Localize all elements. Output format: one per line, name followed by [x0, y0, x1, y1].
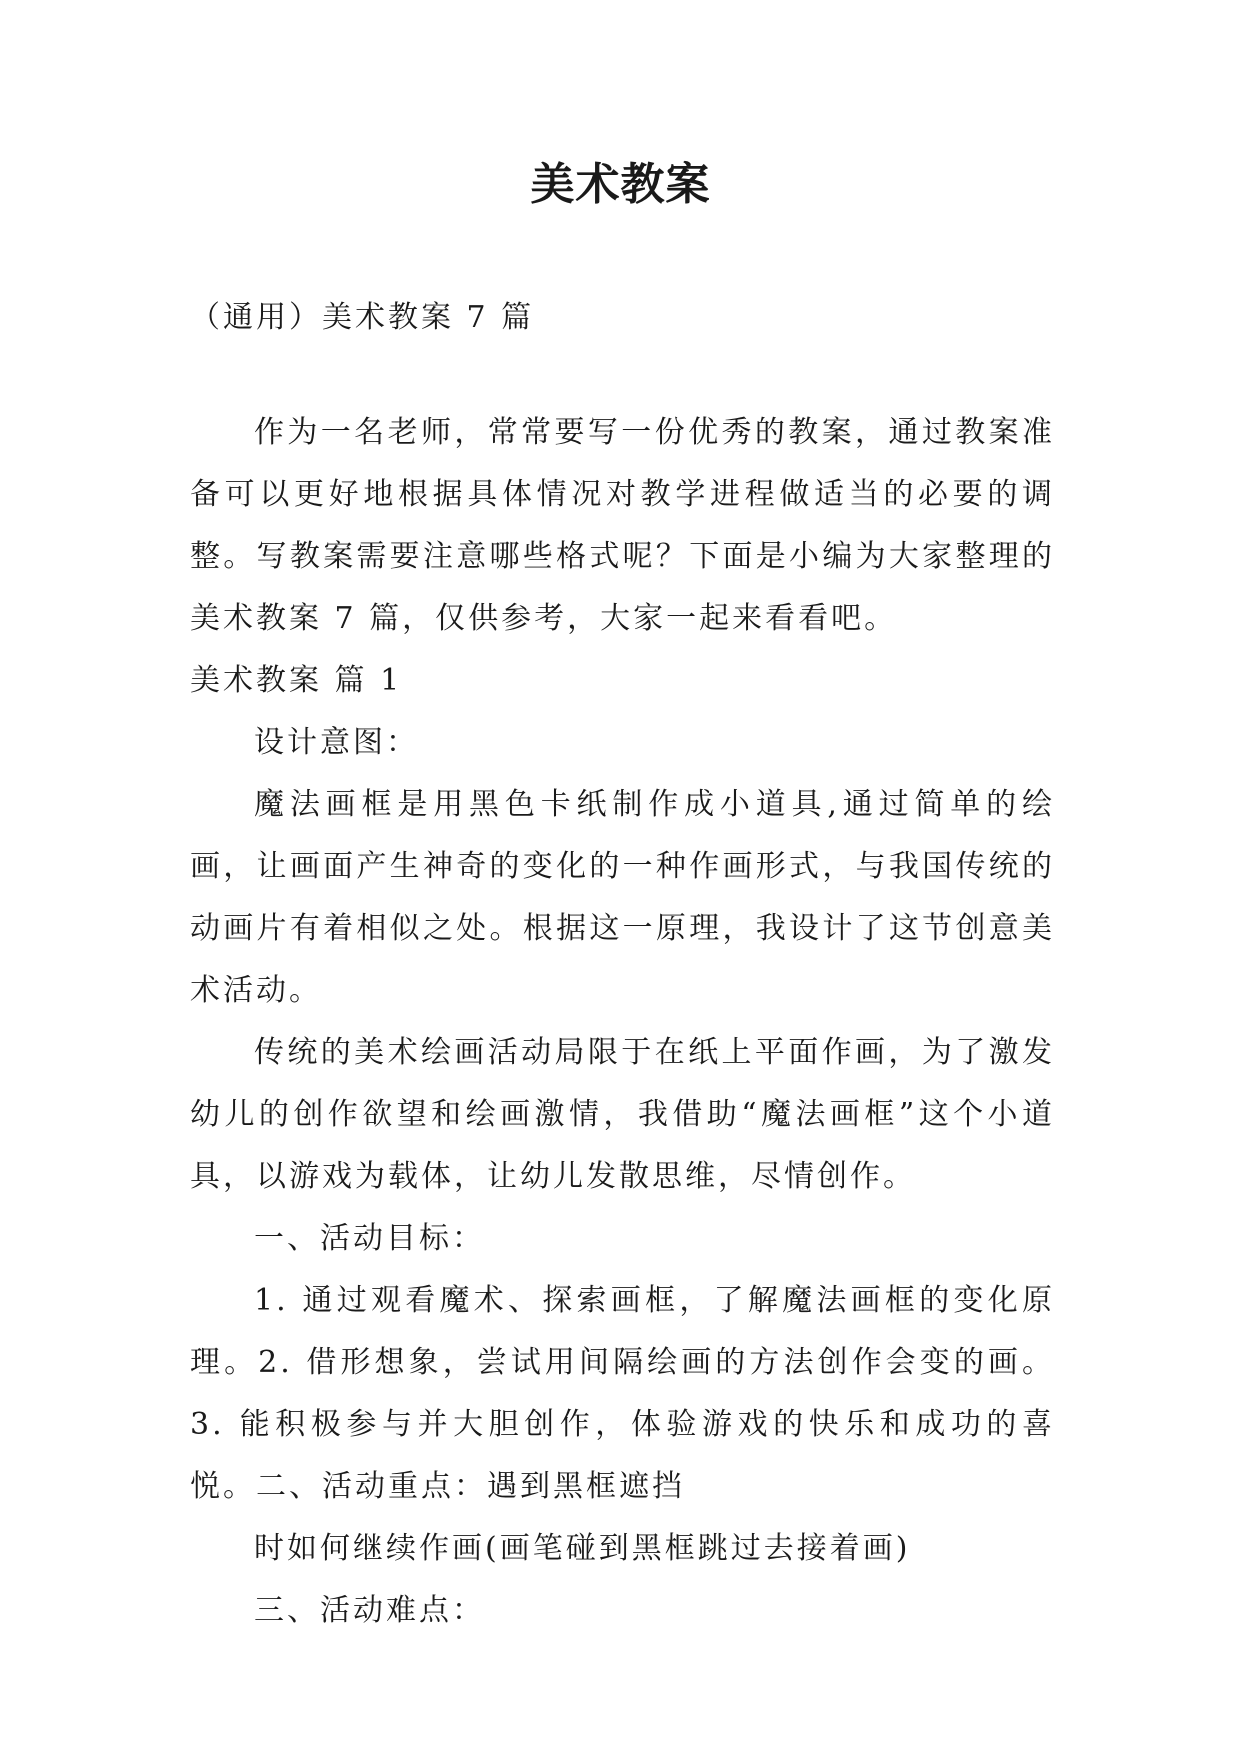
paragraph-continue: 时如何继续作画(画笔碰到黑框跳过去接着画)	[254, 1531, 911, 1566]
paragraph-traditional: 传统的美术绘画活动局限于在纸上平面作画，为了激发幼儿的创作欲望和绘画激情，我借助“魔法画框”这个小道具，以游戏为载体，让幼儿发散思维，尽情创作。	[190, 1035, 1055, 1194]
paragraph-difficulty-heading: 三、活动难点：	[254, 1593, 485, 1628]
document-title: 美术教案	[530, 159, 711, 210]
document-body	[190, 402, 1055, 1642]
section-heading: 美术教案 篇 1	[190, 663, 403, 698]
paragraph-design-text: 魔法画框是用黑色卡纸制作成小道具,通过简单的绘画，让画面产生神奇的变化的一种作画形式，与我国传统的动画片有着相似之处。根据这一原理，我设计了这节创意美术活动。	[190, 787, 1055, 1008]
paragraph-design-label: 设计意图：	[254, 725, 419, 760]
paragraph-intro: 作为一名老师，常常要写一份优秀的教案，通过教案准备可以更好地根据具体情况对教学进程做适当的必要的调整。写教案需要注意哪些格式呢？下面是小编为大家整理的美术教案 7 篇，仅供参考，大家一起来看看吧。	[190, 415, 1055, 636]
document-subtitle: （通用）美术教案 7 篇	[190, 300, 535, 335]
paragraph-goals-heading: 一、活动目标：	[254, 1221, 485, 1256]
paragraph-goals-list: 1. 通过观看魔术、探索画框，了解魔法画框的变化原理。2. 借形想象，尝试用间隔绘画的方法创作会变的画。3. 能积极参与并大胆创作，体验游戏的快乐和成功的喜悦。二、活动重点：遇到黑框遮挡	[190, 1283, 1055, 1504]
